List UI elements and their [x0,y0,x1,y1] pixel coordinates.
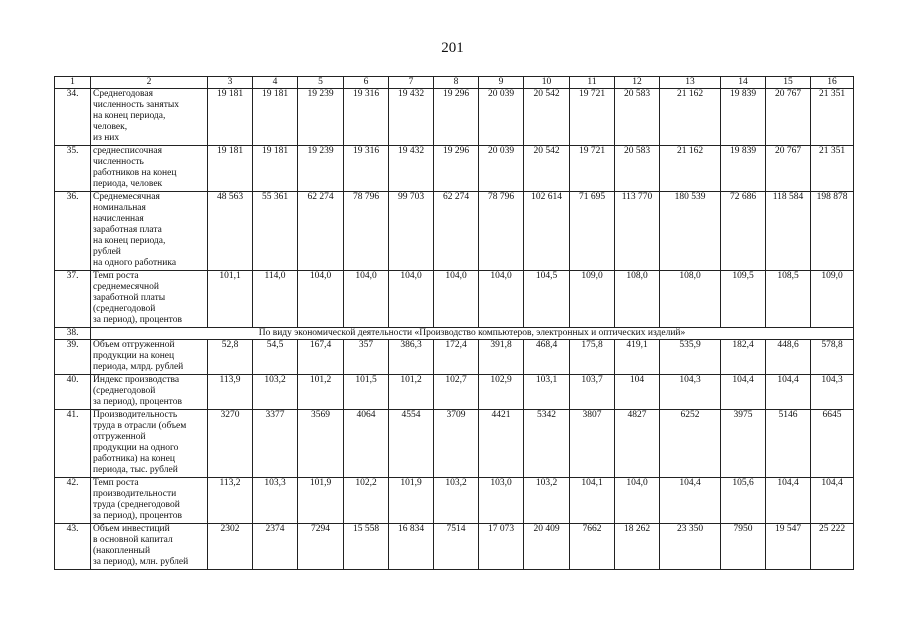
column-number-row [55,77,854,89]
value-cell: 104,0 [434,271,479,328]
indicator-label-line: за период), млн. рублей [93,557,189,567]
indicator-label-line: периода, млрд. рублей [93,362,184,372]
value-cell: 101,9 [298,478,344,524]
value-cell: 19 721 [570,89,615,146]
value-cell: 104,4 [766,478,811,524]
value-cell: 172,4 [434,340,479,375]
value-cell: 19 432 [389,146,434,192]
value-cell: 103,2 [253,375,298,410]
indicator-label-line: человек, [93,122,128,132]
value-cell: 19 839 [721,146,766,192]
column-number-cell: 2 [91,77,208,89]
row-number-cell: 37. [55,271,91,328]
table-row [55,524,854,570]
value-cell: 391,8 [479,340,524,375]
indicator-label-line: среднемесячной [93,282,159,292]
value-cell: 20 039 [479,89,524,146]
value-cell: 19 296 [434,89,479,146]
column-number-cell: 15 [766,77,811,89]
value-cell: 19 181 [208,146,253,192]
value-cell: 78 796 [344,192,389,271]
value-cell: 19 181 [253,89,298,146]
column-number-cell: 6 [344,77,389,89]
indicator-label-line: в основной капитал [93,535,173,545]
row-number-cell: 34. [55,89,91,146]
value-cell: 101,2 [298,375,344,410]
value-cell: 104,5 [524,271,570,328]
indicator-label-line: численность [93,157,144,167]
column-number-cell: 5 [298,77,344,89]
indicator-label-line: труда в отрасли (объем [93,421,187,431]
indicator-label-line: работника) на конец [93,454,175,464]
indicator-label-cell [91,478,208,524]
value-cell: 62 274 [434,192,479,271]
value-cell: 103,2 [524,478,570,524]
value-cell: 62 274 [298,192,344,271]
indicator-label-line: номинальная [93,203,146,213]
value-cell: 6645 [811,410,854,478]
value-cell: 419,1 [615,340,660,375]
value-cell: 103,0 [479,478,524,524]
value-cell: 4554 [389,410,434,478]
value-cell: 198 878 [811,192,854,271]
indicator-label-cell [91,271,208,328]
table-row [55,478,854,524]
value-cell: 52,8 [208,340,253,375]
value-cell: 72 686 [721,192,766,271]
value-cell: 20 767 [766,89,811,146]
value-cell: 19 239 [298,146,344,192]
table-row [55,328,854,340]
value-cell: 113,2 [208,478,253,524]
value-cell: 3270 [208,410,253,478]
page-number: 201 [441,40,464,56]
value-cell: 2374 [253,524,298,570]
table-row [55,89,854,146]
value-cell: 20 409 [524,524,570,570]
value-cell: 102,7 [434,375,479,410]
value-cell: 104,3 [660,375,721,410]
indicator-label-line: Темп роста [93,478,139,488]
indicator-label-cell [91,524,208,570]
value-cell: 3569 [298,410,344,478]
indicator-label-line: за период), процентов [93,315,182,325]
value-cell: 54,5 [253,340,298,375]
indicator-label-line: на конец периода, [93,111,166,121]
value-cell: 78 796 [479,192,524,271]
value-cell: 19 181 [253,146,298,192]
value-cell: 19 239 [298,89,344,146]
table-row [55,340,854,375]
column-number-cell: 12 [615,77,660,89]
value-cell: 104,1 [570,478,615,524]
value-cell: 3807 [570,410,615,478]
row-number-cell: 42. [55,478,91,524]
value-cell: 48 563 [208,192,253,271]
indicator-label-line: (среднегодовой [93,304,156,314]
indicator-label-line: работников на конец [93,168,177,178]
value-cell: 5342 [524,410,570,478]
value-cell: 104,3 [811,375,854,410]
column-number-cell: 16 [811,77,854,89]
value-cell: 104 [615,375,660,410]
value-cell: 19 432 [389,89,434,146]
indicator-label-line: за период), процентов [93,397,182,407]
indicator-label-line: заработная плата [93,225,162,235]
indicator-label-line: начисленная [93,214,144,224]
value-cell: 4421 [479,410,524,478]
value-cell: 357 [344,340,389,375]
value-cell: 103,1 [524,375,570,410]
indicator-label-line: Производительность [93,410,178,420]
indicator-label-line: численность занятых [93,100,179,110]
value-cell: 25 222 [811,524,854,570]
value-cell: 108,0 [615,271,660,328]
value-cell: 104,4 [811,478,854,524]
value-cell: 19 316 [344,146,389,192]
indicator-label-line: продукции на одного [93,443,179,453]
value-cell: 180 539 [660,192,721,271]
value-cell: 103,2 [434,478,479,524]
value-cell: 108,5 [766,271,811,328]
value-cell: 21 162 [660,89,721,146]
value-cell: 7662 [570,524,615,570]
value-cell: 103,3 [253,478,298,524]
indicator-label-line: продукции на конец [93,351,175,361]
value-cell: 19 181 [208,89,253,146]
indicator-label-line: заработной платы [93,293,166,303]
row-number-cell: 35. [55,146,91,192]
value-cell: 7950 [721,524,766,570]
value-cell: 104,0 [389,271,434,328]
value-cell: 101,5 [344,375,389,410]
value-cell: 71 695 [570,192,615,271]
row-number-cell: 36. [55,192,91,271]
value-cell: 182,4 [721,340,766,375]
value-cell: 5146 [766,410,811,478]
indicator-label-line: среднесписочная [93,146,162,156]
column-number-cell: 10 [524,77,570,89]
value-cell: 2302 [208,524,253,570]
value-cell: 55 361 [253,192,298,271]
value-cell: 105,6 [721,478,766,524]
value-cell: 104,0 [344,271,389,328]
indicator-label-line: периода, тыс. рублей [93,465,178,475]
value-cell: 18 262 [615,524,660,570]
value-cell: 109,0 [811,271,854,328]
indicator-label-line: на конец периода, [93,236,166,246]
value-cell: 19 839 [721,89,766,146]
indicator-label-line: Индекс производства [93,375,180,385]
value-cell: 20 583 [615,89,660,146]
table-row [55,192,854,271]
value-cell: 108,0 [660,271,721,328]
value-cell: 167,4 [298,340,344,375]
indicator-label-line: рублей [93,247,121,257]
value-cell: 23 350 [660,524,721,570]
indicator-label-line: (среднегодовой [93,386,156,396]
column-number-cell: 3 [208,77,253,89]
section-heading-cell: По виду экономической деятельности «Производство компьютеров, электронных и оптических изделий» [91,328,854,340]
value-cell: 101,9 [389,478,434,524]
value-cell: 103,7 [570,375,615,410]
value-cell: 386,3 [389,340,434,375]
indicator-label-line: производительности [93,489,177,499]
value-cell: 109,5 [721,271,766,328]
row-number-cell: 39. [55,340,91,375]
indicator-label-line: Объем отгруженной [93,340,175,350]
column-number-cell: 9 [479,77,524,89]
value-cell: 6252 [660,410,721,478]
value-cell: 19 296 [434,146,479,192]
indicator-label-line: отгруженной [93,432,146,442]
value-cell: 102,2 [344,478,389,524]
value-cell: 21 351 [811,146,854,192]
column-number-cell: 7 [389,77,434,89]
column-number-cell: 4 [253,77,298,89]
value-cell: 3377 [253,410,298,478]
indicator-label-line: (накопленный [93,546,151,556]
table-row [55,410,854,478]
indicator-label-line: Объем инвестиций [93,524,170,534]
indicator-label-cell [91,410,208,478]
value-cell: 16 834 [389,524,434,570]
row-number-cell: 40. [55,375,91,410]
indicator-label-line: Среднемесячная [93,192,160,202]
value-cell: 578,8 [811,340,854,375]
table-row [55,375,854,410]
table-row [55,271,854,328]
value-cell: 104,0 [615,478,660,524]
row-number-cell: 43. [55,524,91,570]
value-cell: 21 162 [660,146,721,192]
value-cell: 448,6 [766,340,811,375]
value-cell: 17 073 [479,524,524,570]
table-row [55,146,854,192]
indicator-label-line: труда (среднегодовой [93,500,180,510]
value-cell: 109,0 [570,271,615,328]
indicator-label-line: из них [93,133,120,143]
value-cell: 175,8 [570,340,615,375]
value-cell: 104,4 [660,478,721,524]
value-cell: 113 770 [615,192,660,271]
column-number-cell: 11 [570,77,615,89]
value-cell: 7514 [434,524,479,570]
indicator-label-cell [91,340,208,375]
value-cell: 20 542 [524,89,570,146]
value-cell: 535,9 [660,340,721,375]
value-cell: 101,1 [208,271,253,328]
value-cell: 104,0 [298,271,344,328]
value-cell: 19 721 [570,146,615,192]
indicator-label-cell [91,89,208,146]
column-number-cell: 1 [55,77,91,89]
column-number-cell: 13 [660,77,721,89]
value-cell: 118 584 [766,192,811,271]
row-number-cell: 41. [55,410,91,478]
indicator-label-line: Среднегодовая [93,89,153,99]
value-cell: 19 547 [766,524,811,570]
data-table [54,76,854,570]
indicator-label-cell [91,146,208,192]
value-cell: 104,4 [721,375,766,410]
value-cell: 19 316 [344,89,389,146]
value-cell: 113,9 [208,375,253,410]
value-cell: 104,4 [766,375,811,410]
value-cell: 468,4 [524,340,570,375]
value-cell: 20 542 [524,146,570,192]
value-cell: 20 039 [479,146,524,192]
value-cell: 15 558 [344,524,389,570]
value-cell: 101,2 [389,375,434,410]
value-cell: 20 583 [615,146,660,192]
value-cell: 4064 [344,410,389,478]
column-number-cell: 8 [434,77,479,89]
value-cell: 102 614 [524,192,570,271]
indicator-label-cell [91,192,208,271]
indicator-label-line: периода, человек [93,179,163,189]
row-number-cell: 38. [55,328,91,340]
value-cell: 21 351 [811,89,854,146]
indicator-label-line: на одного работника [93,258,177,268]
indicator-label-cell [91,375,208,410]
value-cell: 104,0 [479,271,524,328]
indicator-label-line: Темп роста [93,271,139,281]
value-cell: 102,9 [479,375,524,410]
value-cell: 114,0 [253,271,298,328]
value-cell: 99 703 [389,192,434,271]
value-cell: 20 767 [766,146,811,192]
value-cell: 3975 [721,410,766,478]
value-cell: 3709 [434,410,479,478]
indicator-label-line: за период), процентов [93,511,182,521]
value-cell: 4827 [615,410,660,478]
column-number-cell: 14 [721,77,766,89]
value-cell: 7294 [298,524,344,570]
